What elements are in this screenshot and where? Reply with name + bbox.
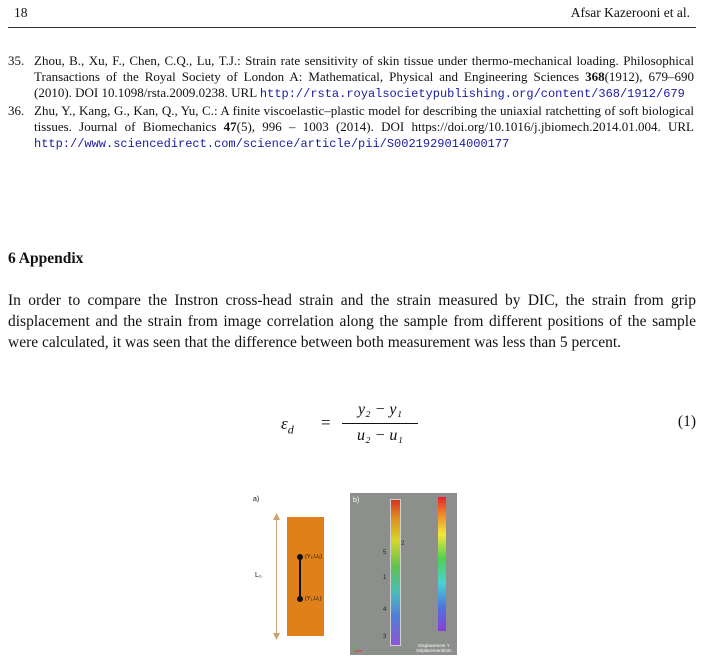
dic-displacement-strip: [390, 499, 401, 646]
reference-url[interactable]: http://www.sciencedirect.com/science/article/pii/S0021929014000177: [34, 137, 510, 152]
equals-sign: =: [321, 413, 331, 432]
reference-volume: 47: [223, 118, 237, 134]
panel-b-label: b): [353, 497, 360, 504]
reference-volume: 368: [585, 69, 605, 85]
epsilon-subscript: d: [287, 422, 294, 437]
reference-text-rest: (1912), 679–690 (2010). DOI 10.1098/rsta.2009.0238. URL: [34, 69, 694, 101]
strip-marker: 5: [383, 550, 387, 556]
fraction-denominator: u₂ − u₁: [357, 427, 403, 444]
gauge-segment-icon: [295, 552, 305, 604]
reference-number: 36.: [8, 102, 25, 118]
fraction-numerator: y₂ − y₁: [357, 401, 403, 418]
legend-caption-line2: Déplacement/mm: [416, 648, 452, 653]
point-bottom-label: (Y₁,U₁): [305, 596, 322, 602]
reference-text: Zhou, B., Xu, F., Chen, C.Q., Lu, T.J.: Strain rate sensitivity of skin tissue under thermo-mechanical loading. Philosophical Transactions of the Royal Society of London A: Mathematical, Physical and Engineering Sciences: [34, 53, 694, 85]
strip-marker: 2: [401, 541, 405, 547]
section-heading: 6 Appendix: [8, 250, 84, 267]
strip-marker: 4: [383, 607, 387, 613]
reference-text-rest: (5), 996 – 1003 (2014). DOI https://doi.org/10.1016/j.jbiomech.2014.01.004. URL: [236, 118, 694, 134]
epsilon-symbol: ε: [281, 414, 288, 433]
figure-panel-b: [350, 493, 457, 655]
fraction-bar: [342, 423, 418, 424]
figure: [250, 490, 460, 660]
running-author: Afsar Kazerooni et al.: [570, 5, 690, 20]
reference-35: [8, 53, 694, 103]
strip-marker: 1: [383, 575, 387, 581]
length-label: L₀: [255, 572, 262, 579]
panel-a-label: a): [253, 496, 260, 503]
page-number: 18: [14, 5, 28, 20]
strip-marker: 3: [383, 634, 387, 640]
reference-number: 35.: [8, 53, 25, 68]
equation-lhs: [281, 414, 294, 437]
reference-36: [8, 103, 694, 153]
header-rule: [8, 27, 696, 28]
color-legend-bar: [438, 497, 446, 631]
reference-url[interactable]: http://rsta.royalsocietypublishing.org/content/368/1912/679: [259, 87, 685, 102]
legend-caption-line1: Displacement Y: [418, 643, 450, 648]
body-paragraph: In order to compare the Instron cross-head strain and the strain measured by DIC, the strain from grip displacement and the strain from image correlation along the sample from different positions of the sample were calculated, it was seen that the difference between both measurement was less than 5 percent.: [8, 292, 696, 351]
point-top-label: (Y₂,U₂): [305, 554, 323, 560]
figure-panel-a: [250, 490, 345, 655]
reference-text: Zhu, Y., Kang, G., Kan, Q., Yu, C.: A finite viscoelastic–plastic model for describing the uniaxial ratchetting of soft biological tissues. Journal of Biomechanics: [34, 102, 694, 134]
dimension-arrows-icon: [272, 513, 281, 640]
specimen-bar: [287, 517, 324, 636]
equation-1: [0, 401, 704, 449]
axes-triad-icon: [352, 643, 364, 653]
legend-caption: [412, 643, 456, 653]
fraction: [342, 401, 418, 445]
equation-number: (1): [677, 413, 696, 430]
reference-list: [8, 53, 694, 152]
